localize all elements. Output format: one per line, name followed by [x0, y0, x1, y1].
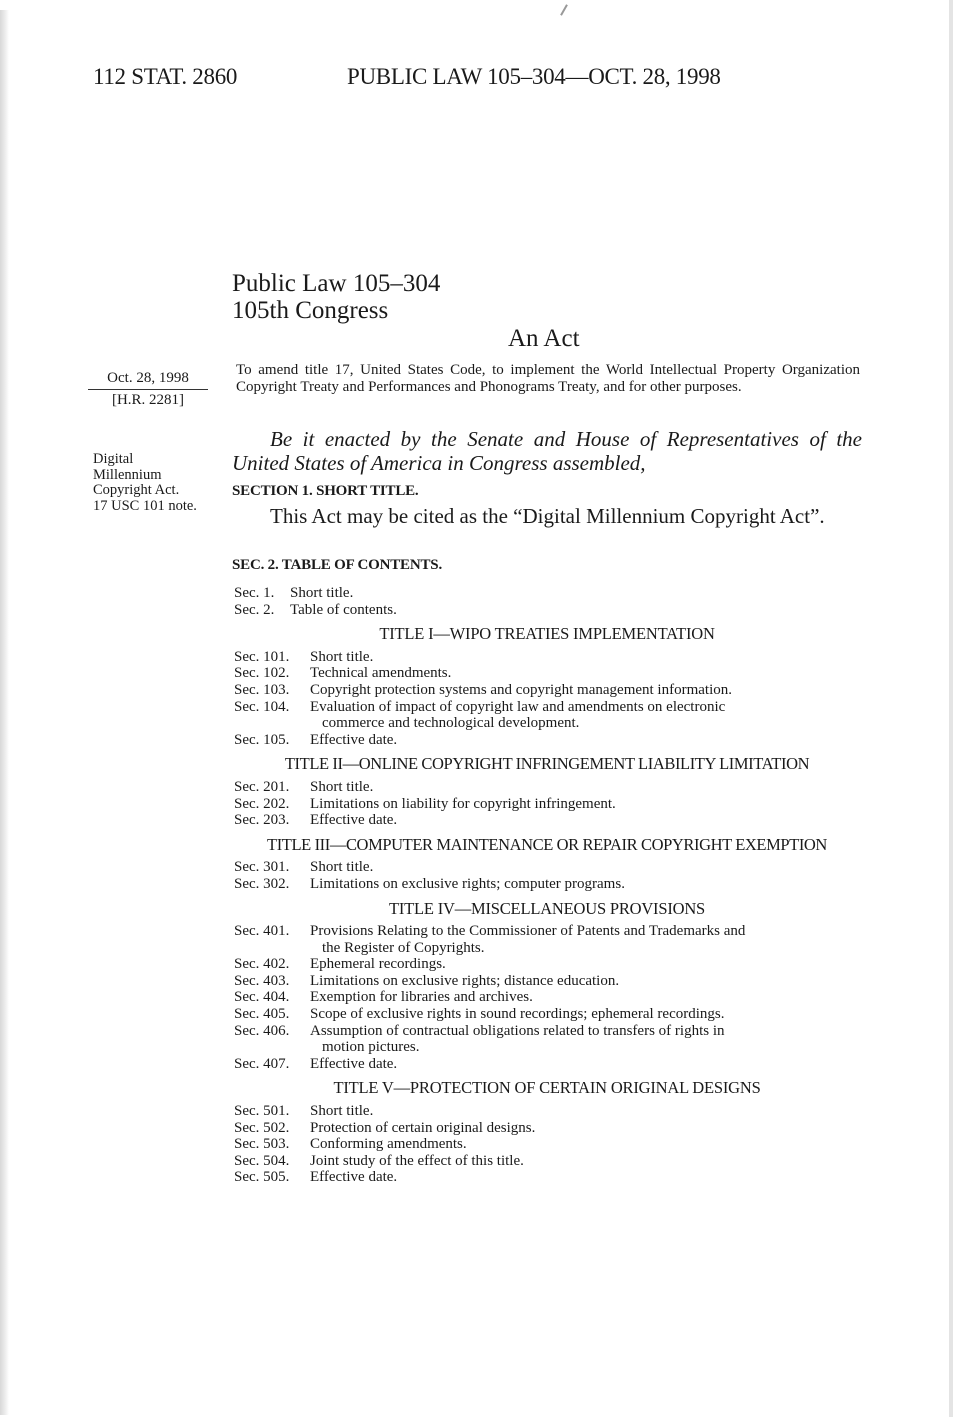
- toc-row: [234, 1006, 860, 1023]
- toc-section-title: Exemption for libraries and archives.: [310, 989, 533, 1006]
- margin-note: [93, 452, 197, 514]
- toc-section-title: Short title.: [290, 585, 354, 601]
- toc-row: [234, 1136, 860, 1153]
- toc-row: [234, 665, 860, 682]
- toc-section-title: Limitations on exclusive rights; computer programs.: [310, 875, 625, 892]
- toc-section-number: Sec. 401.: [234, 923, 290, 940]
- toc-section-number: Sec. 102.: [234, 665, 290, 682]
- margin-date-block: [88, 370, 208, 409]
- toc-title-heading: TITLE III—COMPUTER MAINTENANCE OR REPAIR COPYRIGHT EXEMPTION: [267, 834, 827, 854]
- toc-section-title-block: [310, 1023, 860, 1056]
- toc-section-title: Effective date.: [310, 1055, 398, 1072]
- toc-row: [234, 682, 860, 699]
- toc-row: [234, 699, 860, 732]
- toc-section-number: Sec. 105.: [234, 731, 290, 748]
- toc-section-number: Sec. 1.: [234, 585, 275, 601]
- margin-note-line: Copyright Act.: [93, 482, 180, 498]
- enacting-clause: Be it enacted by the Senate and House of Representatives of the United States of America in Congress assembled,: [232, 427, 862, 475]
- section-2-heading: SEC. 2. TABLE OF CONTENTS.: [232, 557, 442, 573]
- margin-note-line: Digital: [93, 451, 134, 467]
- table-of-contents: [234, 585, 860, 1186]
- toc-section-number: Sec. 404.: [234, 989, 290, 1006]
- short-title-text: This Act may be cited as the “Digital Millennium Copyright Act”.: [270, 504, 825, 528]
- toc-row: [234, 1103, 860, 1120]
- congress-number: 105th Congress: [232, 297, 389, 324]
- public-law-title: [232, 270, 440, 324]
- toc-section-number: Sec. 101.: [234, 648, 290, 665]
- toc-section-title: Copyright protection systems and copyright management information.: [310, 681, 732, 698]
- running-head-law: PUBLIC LAW 105–304—OCT. 28, 1998: [347, 64, 721, 89]
- toc-title-heading: TITLE II—ONLINE COPYRIGHT INFRINGEMENT LIABILITY LIMITATION: [284, 754, 810, 774]
- toc-section-number: Sec. 501.: [234, 1103, 290, 1120]
- toc-row: [234, 859, 860, 876]
- toc-section-number: Sec. 203.: [234, 812, 290, 829]
- scan-left-edge: [0, 10, 9, 1415]
- toc-title-heading: TITLE I—WIPO TREATIES IMPLEMENTATION: [379, 624, 715, 644]
- margin-note-line: Millennium: [93, 466, 162, 483]
- toc-section-title: Assumption of contractual obligations related to transfers of rights in: [310, 1022, 725, 1039]
- toc-row: [234, 732, 860, 749]
- toc-row: [234, 812, 860, 829]
- toc-section-title: Limitations on exclusive rights; distance education.: [310, 972, 620, 989]
- toc-section-number: Sec. 201.: [234, 778, 290, 795]
- toc-row: [234, 876, 860, 893]
- toc-section-number: Sec. 505.: [234, 1169, 290, 1186]
- toc-row: [234, 1169, 860, 1186]
- toc-section-title: Limitations on liability for copyright infringement.: [310, 795, 616, 812]
- toc-title-heading: TITLE V—PROTECTION OF CERTAIN ORIGINAL DESIGNS: [333, 1078, 761, 1098]
- toc-section-title-continuation: motion pictures.: [322, 1039, 420, 1056]
- toc-section-number: Sec. 407.: [234, 1055, 290, 1072]
- toc-row: [234, 602, 860, 619]
- toc-section-number: Sec. 103.: [234, 681, 290, 698]
- toc-section-number: Sec. 405.: [234, 1006, 290, 1023]
- toc-section-title: Table of contents.: [290, 601, 397, 618]
- toc-section-title: Effective date.: [310, 1169, 398, 1186]
- toc-section-title: Short title.: [310, 648, 374, 665]
- toc-section-title-continuation: the Register of Copyrights.: [322, 939, 485, 956]
- toc-section-number: Sec. 302.: [234, 875, 290, 892]
- toc-section-title: Provisions Relating to the Commissioner of Patents and Trademarks and: [310, 923, 746, 940]
- public-law-number: Public Law 105–304: [232, 270, 441, 297]
- toc-section-title: Effective date.: [310, 812, 398, 829]
- toc-section-title-block: [310, 923, 860, 956]
- toc-section-title-continuation: commerce and technological development.: [322, 715, 580, 732]
- toc-row: [234, 989, 860, 1006]
- toc-row: [234, 1120, 860, 1137]
- toc-row: [234, 1023, 860, 1056]
- toc-section-title: Short title.: [310, 1103, 374, 1120]
- toc-row: [234, 585, 860, 602]
- toc-section-number: Sec. 403.: [234, 972, 290, 989]
- enactment-date: Oct. 28, 1998: [88, 370, 208, 390]
- toc-row: [234, 796, 860, 813]
- toc-section-title: Protection of certain original designs.: [310, 1119, 536, 1136]
- toc-row: [234, 923, 860, 956]
- toc-section-title: Conforming amendments.: [310, 1136, 467, 1153]
- statute-page-number: 112 STAT. 2860: [93, 64, 238, 89]
- toc-row: [234, 1153, 860, 1170]
- section-1-heading: SECTION 1. SHORT TITLE.: [232, 483, 419, 499]
- margin-note-line: 17 USC 101 note.: [93, 497, 197, 514]
- bill-number: [H.R. 2281]: [111, 392, 185, 408]
- toc-section-number: Sec. 503.: [234, 1136, 290, 1153]
- toc-section-number: Sec. 2.: [234, 601, 275, 618]
- toc-section-title: Technical amendments.: [310, 665, 452, 682]
- toc-section-number: Sec. 502.: [234, 1119, 290, 1136]
- toc-section-number: Sec. 504.: [234, 1152, 290, 1169]
- an-act-heading: An Act: [508, 325, 580, 352]
- toc-row: [234, 1056, 860, 1073]
- toc-section-title: Evaluation of impact of copyright law and amendments on electronic: [310, 698, 726, 715]
- toc-section-title: Joint study of the effect of this title.: [310, 1152, 524, 1169]
- toc-section-number: Sec. 202.: [234, 795, 290, 812]
- scan-right-edge: [949, 0, 953, 1417]
- toc-section-title: Ephemeral recordings.: [310, 956, 446, 973]
- toc-section-number: Sec. 402.: [234, 956, 290, 973]
- toc-row: [234, 779, 860, 796]
- toc-section-number: Sec. 406.: [234, 1022, 290, 1039]
- purpose-clause: To amend title 17, United States Code, to implement the World Intellectual Property Organization Copyright Treaty and Performances and Phonograms Treaty, and for other purposes.: [236, 362, 860, 395]
- toc-section-title: Effective date.: [310, 731, 398, 748]
- toc-row: [234, 956, 860, 973]
- toc-row: [234, 649, 860, 666]
- toc-section-title: Short title.: [310, 778, 374, 795]
- toc-section-title-block: [310, 699, 860, 732]
- scan-mark: [560, 4, 568, 15]
- toc-section-number: Sec. 301.: [234, 859, 290, 876]
- toc-section-number: Sec. 104.: [234, 698, 290, 715]
- toc-section-title: Scope of exclusive rights in sound recordings; ephemeral recordings.: [310, 1006, 725, 1023]
- toc-title-heading: TITLE IV—MISCELLANEOUS PROVISIONS: [388, 898, 706, 918]
- toc-section-title: Short title.: [310, 859, 374, 876]
- toc-row: [234, 973, 860, 990]
